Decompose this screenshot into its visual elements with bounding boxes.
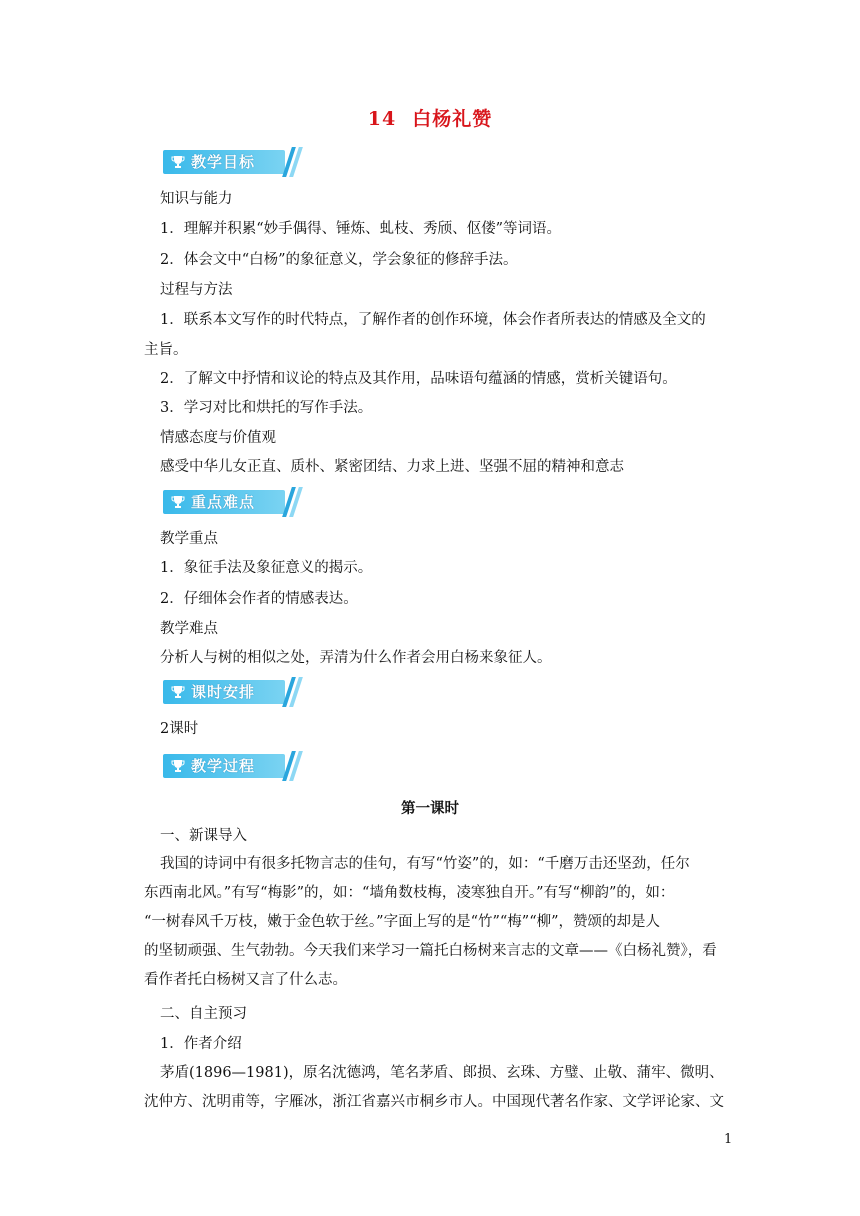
keypoints-heading-focus: 教学重点: [160, 531, 218, 547]
paragraph-line: 看作者托白杨树又言了什么志。: [144, 972, 347, 988]
section-badge-process: [163, 751, 297, 781]
trophy-icon: [171, 759, 185, 773]
goals-heading-process: 过程与方法: [160, 282, 233, 298]
page-title: [0, 104, 860, 131]
trophy-icon: [171, 685, 185, 699]
paragraph-line: 沈仲方、沈明甫等，字雁冰，浙江省嘉兴市桐乡市人。中国现代著名作家、文学评论家、文: [144, 1094, 724, 1110]
goals-knowledge-2: 2．体会文中“白杨”的象征意义，学会象征的修辞手法。: [160, 252, 518, 268]
paragraph-line: “一树春风千万枝，嫩于金色软于丝。”字面上写的是“竹”“梅”“柳”，赞颂的却是人: [144, 914, 661, 930]
paragraph-line: 我国的诗词中有很多托物言志的佳句，有写“竹姿”的，如：“千磨万击还坚劲，任尔: [160, 856, 690, 872]
keypoints-difficulty-1: 分析人与树的相似之处，弄清为什么作者会用白杨来象征人。: [160, 650, 552, 666]
lesson-title: 白杨礼赞: [412, 108, 493, 130]
paragraph-line: 的坚韧顽强、生气勃勃。今天我们来学习一篇托白杨树来言志的文章——《白杨礼赞》，看: [144, 943, 717, 959]
section-badge-goals: [163, 147, 297, 177]
section-preview-heading: 二、自主预习: [160, 1006, 247, 1022]
section-label: 课时安排: [191, 683, 256, 701]
section-badge-schedule: [163, 677, 297, 707]
trophy-icon: [171, 495, 185, 509]
goals-process-1: 1．联系本文写作的时代特点，了解作者的创作环境，体会作者所表达的情感及全文的: [160, 312, 706, 328]
intro-paragraph: [144, 850, 734, 995]
author-paragraph: [144, 1059, 734, 1117]
goals-heading-knowledge: 知识与能力: [160, 191, 233, 207]
lesson-number: 14: [367, 108, 397, 130]
goals-process-3: 3．学习对比和烘托的写作手法。: [160, 400, 373, 416]
page-number: 1: [724, 1132, 733, 1147]
goals-knowledge-1: 1．理解并积累“妙手偶得、锤炼、虬枝、秀颀、伛偻”等词语。: [160, 221, 562, 237]
keypoints-heading-difficulty: 教学难点: [160, 621, 218, 637]
section-author-heading: 1．作者介绍: [160, 1036, 242, 1052]
paragraph-line: 东西南北风。”有写“梅影”的，如：“墙角数枝梅，凌寒独自开。”有写“柳韵”的，如：: [144, 885, 675, 901]
section-intro-heading: 一、新课导入: [160, 828, 247, 844]
section-badge-keypoints: [163, 487, 297, 517]
paragraph-line: 茅盾(1896—1981)，原名沈德鸿，笔名茅盾、郎损、玄珠、方璧、止敬、蒲牢、微明、: [160, 1065, 724, 1081]
trophy-icon: [171, 155, 185, 169]
section-label: 教学目标: [191, 153, 256, 171]
goals-emotion-1: 感受中华儿女正直、质朴、紧密团结、力求上进、坚强不屈的精神和意志: [160, 459, 624, 475]
goals-process-1-cont: 主旨。: [144, 342, 188, 358]
lesson-heading: 第一课时: [401, 800, 459, 817]
goals-process-2: 2．了解文中抒情和议论的特点及其作用，品味语句蕴涵的情感，赏析关键语句。: [160, 371, 677, 387]
schedule-text: 2课时: [160, 721, 199, 737]
keypoints-focus-2: 2．仔细体会作者的情感表达。: [160, 591, 358, 607]
keypoints-focus-1: 1．象征手法及象征意义的揭示。: [160, 560, 373, 576]
section-label: 教学过程: [191, 757, 256, 775]
section-label: 重点难点: [191, 493, 256, 511]
goals-heading-emotion: 情感态度与价值观: [160, 430, 276, 446]
